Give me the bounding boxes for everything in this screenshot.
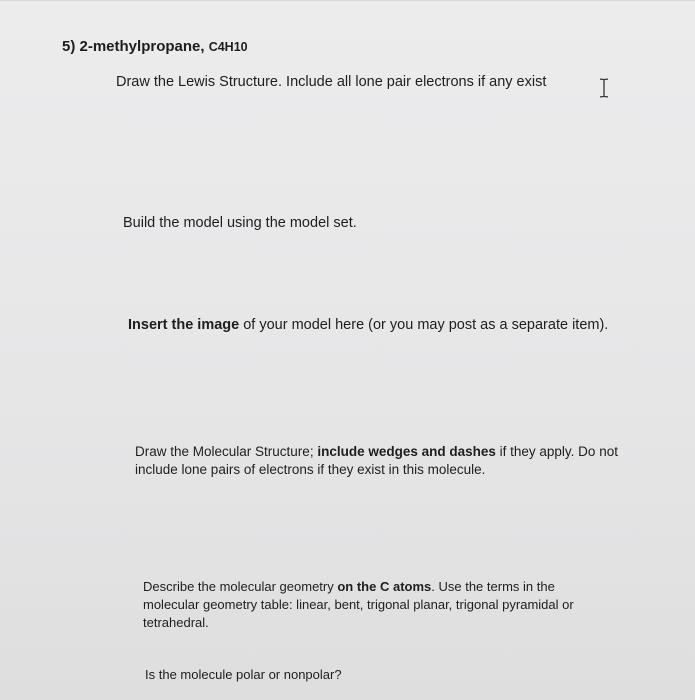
geometry-part-2: . Use the terms in the (431, 579, 555, 594)
insert-image-prompt (128, 316, 608, 334)
lewis-structure-prompt: Draw the Lewis Structure. Include all lone pair electrons if any exist (116, 74, 547, 90)
geometry-bold: on the C atoms (337, 579, 432, 594)
question-number-title: 5) 2-methylpropane, (62, 38, 209, 55)
geometry-line-3: tetrahedral. (143, 615, 209, 630)
molecular-structure-line-2: include lone pairs of electrons if they exist in this molecule. (135, 462, 486, 477)
text-cursor-icon (599, 78, 609, 98)
molecular-structure-line-1 (135, 443, 618, 461)
molecular-bold: include wedges and dashes (317, 444, 496, 459)
page-top-edge (0, 0, 695, 1)
geometry-prompt (143, 578, 574, 632)
geometry-line-1 (143, 578, 574, 596)
build-model-prompt: Build the model using the model set. (123, 215, 357, 231)
polarity-prompt: Is the molecule polar or nonpolar? (145, 667, 342, 682)
geometry-line-2: molecular geometry table: linear, bent, trigonal planar, trigonal pyramidal or (143, 597, 574, 612)
molecular-formula: C4H10 (208, 40, 248, 54)
geometry-part-1: Describe the molecular geometry (143, 579, 338, 594)
molecular-structure-prompt (135, 443, 618, 479)
question-heading (62, 38, 248, 56)
insert-image-rest: of your model here (or you may post as a separate item). (239, 317, 609, 333)
molecular-part-1: Draw the Molecular Structure; (135, 444, 318, 459)
molecular-part-2: if they apply. Do not (495, 444, 618, 459)
insert-image-bold: Insert the image (128, 317, 240, 333)
